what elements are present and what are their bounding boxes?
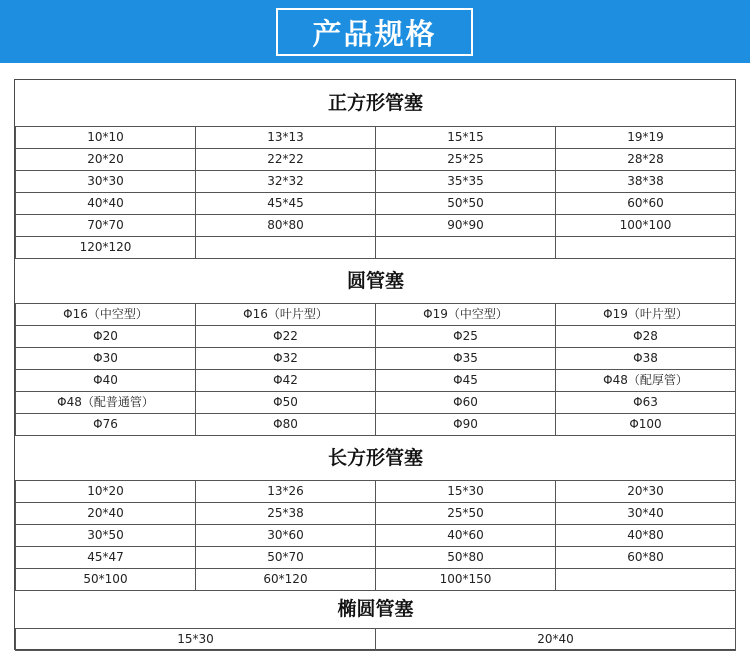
spec-cell: 60*120	[196, 569, 376, 591]
spec-cell: 15*30	[376, 481, 556, 503]
table-row	[16, 525, 736, 547]
spec-cell: 35*35	[376, 171, 556, 193]
section-title: 椭圆管塞	[16, 591, 736, 629]
spec-cell	[556, 237, 736, 259]
spec-cell: Φ50	[196, 392, 376, 414]
section-header-row	[16, 436, 736, 481]
spec-cell: 50*80	[376, 547, 556, 569]
table-row	[16, 503, 736, 525]
spec-cell: 70*70	[16, 215, 196, 237]
spec-cell: Φ42	[196, 370, 376, 392]
spec-cell: 80*80	[196, 215, 376, 237]
spec-cell: Φ19（中空型）	[376, 304, 556, 326]
spec-cell: 60*60	[556, 193, 736, 215]
table-row	[16, 547, 736, 569]
spec-table-body	[16, 80, 736, 651]
spec-cell: Φ38	[556, 348, 736, 370]
table-row	[16, 127, 736, 149]
spec-cell: Φ19（叶片型）	[556, 304, 736, 326]
table-row	[16, 348, 736, 370]
spec-cell: 15*15	[376, 127, 556, 149]
spec-cell: 90*90	[376, 215, 556, 237]
spec-cell: 25*50	[376, 503, 556, 525]
spec-cell: 10*20	[16, 481, 196, 503]
table-row	[16, 414, 736, 436]
spec-cell: 38*38	[556, 171, 736, 193]
spec-cell: Φ25	[376, 326, 556, 348]
spec-cell: Φ60	[376, 392, 556, 414]
table-row	[16, 481, 736, 503]
spec-cell: 20*40	[16, 503, 196, 525]
table-row	[16, 193, 736, 215]
spec-cell: Φ20	[16, 326, 196, 348]
spec-cell: 50*100	[16, 569, 196, 591]
spec-table	[15, 80, 736, 651]
spec-cell: 30*30	[16, 171, 196, 193]
table-row	[16, 304, 736, 326]
spec-cell: 40*80	[556, 525, 736, 547]
spec-cell: 25*25	[376, 149, 556, 171]
spec-cell: 28*28	[556, 149, 736, 171]
spec-cell	[556, 569, 736, 591]
spec-cell: 30*40	[556, 503, 736, 525]
spec-cell: 13*13	[196, 127, 376, 149]
spec-cell: Φ48（配厚管）	[556, 370, 736, 392]
spec-cell: Φ22	[196, 326, 376, 348]
table-row	[16, 326, 736, 348]
spec-cell: 19*19	[556, 127, 736, 149]
spec-cell: Φ90	[376, 414, 556, 436]
title-box	[276, 8, 473, 56]
table-row	[16, 237, 736, 259]
spec-cell: Φ16（中空型）	[16, 304, 196, 326]
spec-cell: Φ76	[16, 414, 196, 436]
spec-cell: 30*60	[196, 525, 376, 547]
spec-cell: 13*26	[196, 481, 376, 503]
spec-cell: 60*80	[556, 547, 736, 569]
table-row	[16, 171, 736, 193]
spec-cell: 40*60	[376, 525, 556, 547]
spec-cell: 20*20	[16, 149, 196, 171]
spec-cell: 20*30	[556, 481, 736, 503]
spec-cell: 32*32	[196, 171, 376, 193]
table-row	[16, 392, 736, 414]
spec-cell: 40*40	[16, 193, 196, 215]
section-title: 圆管塞	[16, 259, 736, 304]
spec-cell: 22*22	[196, 149, 376, 171]
spec-cell	[196, 237, 376, 259]
table-row	[16, 215, 736, 237]
spec-cell: 100*100	[556, 215, 736, 237]
spec-cell: 50*70	[196, 547, 376, 569]
spec-cell: 45*47	[16, 547, 196, 569]
spec-cell: Φ16（叶片型）	[196, 304, 376, 326]
table-row	[16, 149, 736, 171]
spec-cell: Φ100	[556, 414, 736, 436]
section-title: 长方形管塞	[16, 436, 736, 481]
spec-cell: 10*10	[16, 127, 196, 149]
spec-cell: 100*150	[376, 569, 556, 591]
spec-cell: 120*120	[16, 237, 196, 259]
spec-cell: Φ63	[556, 392, 736, 414]
spec-cell	[376, 237, 556, 259]
spec-cell: 15*30	[16, 629, 376, 651]
section-header-row	[16, 80, 736, 127]
spec-cell: Φ45	[376, 370, 556, 392]
table-row	[16, 569, 736, 591]
spec-cell: 30*50	[16, 525, 196, 547]
table-row	[16, 629, 736, 651]
table-row	[16, 370, 736, 392]
spec-cell: Φ30	[16, 348, 196, 370]
section-header-row	[16, 591, 736, 629]
spec-cell: 45*45	[196, 193, 376, 215]
spec-cell: 25*38	[196, 503, 376, 525]
spec-cell: Φ28	[556, 326, 736, 348]
spec-cell: Φ48（配普通管）	[16, 392, 196, 414]
spec-cell: 20*40	[376, 629, 736, 651]
spec-cell: Φ40	[16, 370, 196, 392]
spec-cell: 50*50	[376, 193, 556, 215]
page-title: 产品规格	[312, 16, 437, 51]
spec-cell: Φ80	[196, 414, 376, 436]
spec-cell: Φ35	[376, 348, 556, 370]
spec-cell: Φ32	[196, 348, 376, 370]
section-header-row	[16, 259, 736, 304]
section-title: 正方形管塞	[16, 80, 736, 127]
